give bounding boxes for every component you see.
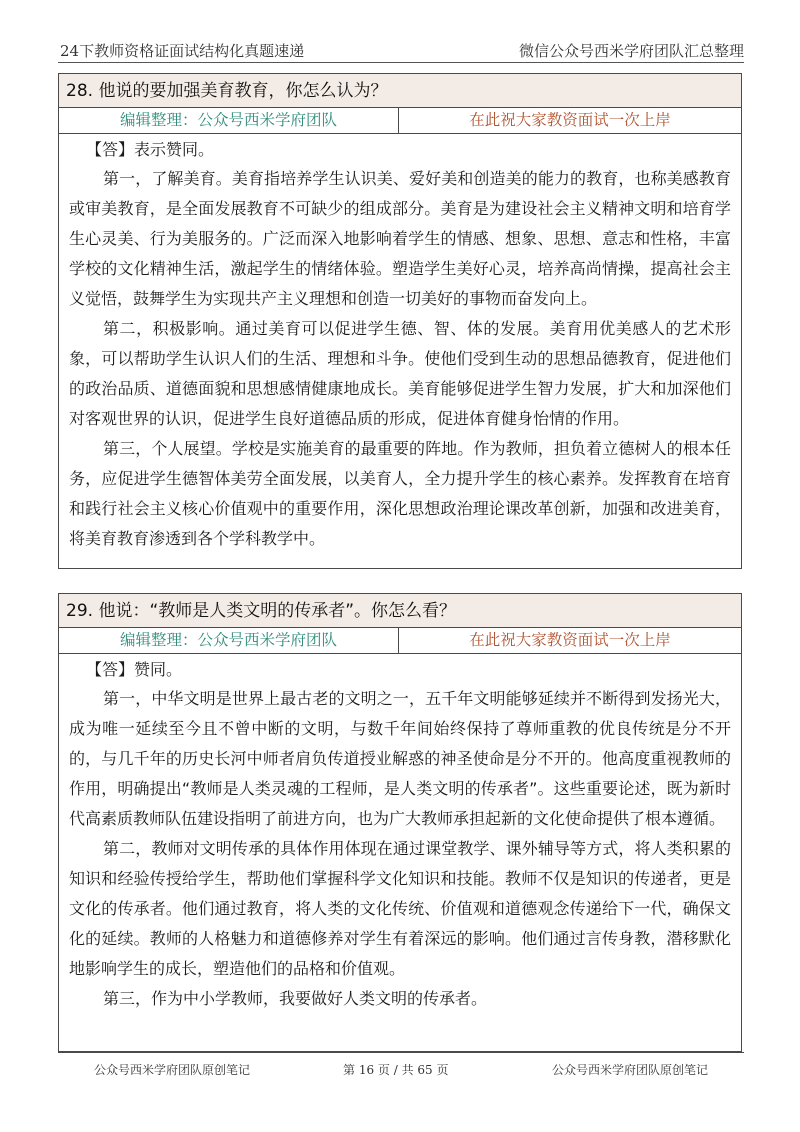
footer-left-note: 公众号西米学府团队原创笔记 bbox=[94, 1063, 251, 1077]
answer-stance: 【答】表示赞同。 bbox=[86, 140, 215, 159]
question-title: 28. 他说的要加强美育教育，你怎么认为？ bbox=[59, 74, 741, 108]
question-card-29 bbox=[58, 593, 742, 1052]
header-source: 微信公众号西米学府团队汇总整理 bbox=[518, 42, 744, 60]
credit-row bbox=[59, 108, 741, 134]
answer-body bbox=[59, 654, 741, 1014]
answer-paragraph: 第一，中华文明是世界上最古老的文明之一，五千年文明能够延续并不断得到发扬光大，成为唯一延续至今且不曾中断的文明，与数千年间始终保持了尊师重教的优良传统是分不开的，与几千年的历史长河中师者肩负传道授业解惑的神圣使命是分不开的。他高度重视教师的作用，明确提出“教师是人类灵魂的工程师，是人类文明的传承者”。这些重要论述，既为新时代高素质教师队伍建设指明了前进方向，也为广大教师承担起新的文化使命提供了根本遵循。 bbox=[69, 689, 731, 828]
answer-paragraph: 第三，个人展望。学校是实施美育的最重要的阵地。作为教师，担负着立德树人的根本任务，应促进学生德智体美劳全面发展，以美育人，全力提升学生的核心素养。发挥教育在培育和践行社会主义核心价值观中的重要作用，深化思想政治理论课改革创新，加强和改进美育，将美育教育渗透到各个学科教学中。 bbox=[69, 439, 731, 548]
answer-paragraph: 第二，教师对文明传承的具体作用体现在通过课堂教学、课外辅导等方式，将人类积累的知识和经验传授给学生，帮助他们掌握科学文化知识和技能。教师不仅是知识的传递者，更是文化的传承者。他们通过教育，将人类的文化传统、价值观和道德观念传递给下一代，确保文化的延续。教师的人格魅力和道德修养对学生有着深远的影响。他们通过言传身教，潜移默化地影响学生的成长，塑造他们的品格和价值观。 bbox=[69, 839, 731, 978]
header-doc-title: 24下教师资格证面试结构化真题速递 bbox=[60, 42, 305, 60]
answer-body bbox=[59, 134, 741, 554]
credit-wish: 在此祝大家教资面试一次上岸 bbox=[469, 631, 671, 649]
question-card-28 bbox=[58, 73, 742, 569]
credit-editor: 编辑整理：公众号西米学府团队 bbox=[59, 108, 399, 133]
page-header bbox=[58, 36, 744, 64]
footer-right-note: 公众号西米学府团队原创笔记 bbox=[551, 1063, 708, 1077]
credit-editor: 编辑整理：公众号西米学府团队 bbox=[59, 628, 399, 653]
question-title: 29. 他说：“教师是人类文明的传承者”。你怎么看？ bbox=[59, 594, 741, 628]
header-divider bbox=[58, 62, 744, 63]
answer-paragraph: 第一，了解美育。美育指培养学生认识美、爱好美和创造美的能力的教育，也称美感教育或审美教育，是全面发展教育不可缺少的组成部分。美育是为建设社会主义精神文明和培育学生心灵美、行为美服务的。广泛而深入地影响着学生的情感、想象、思想、意志和性格，丰富学校的文化精神生活，激起学生的情绪体验。塑造学生美好心灵，培养高尚情操，提高社会主义觉悟，鼓舞学生为实现共产主义理想和创造一切美好的事物而奋发向上。 bbox=[69, 169, 731, 308]
page-footer bbox=[58, 1052, 744, 1083]
answer-paragraph: 第二，积极影响。通过美育可以促进学生德、智、体的发展。美育用优美感人的艺术形象，可以帮助学生认识人们的生活、理想和斗争。使他们受到生动的思想品德教育，促进他们的政治品质、道德面貌和思想感情健康地成长。美育能够促进学生智力发展，扩大和加深他们对客观世界的认识，促进学生良好道德品质的形成，促进体育健身怡情的作用。 bbox=[69, 319, 731, 428]
page-number: 第 16 页 / 共 65 页 bbox=[343, 1063, 449, 1077]
credit-wish: 在此祝大家教资面试一次上岸 bbox=[469, 111, 671, 129]
answer-paragraph: 第三，作为中小学教师，我要做好人类文明的传承者。 bbox=[103, 989, 488, 1008]
credit-row bbox=[59, 628, 741, 654]
answer-stance: 【答】赞同。 bbox=[86, 660, 183, 679]
